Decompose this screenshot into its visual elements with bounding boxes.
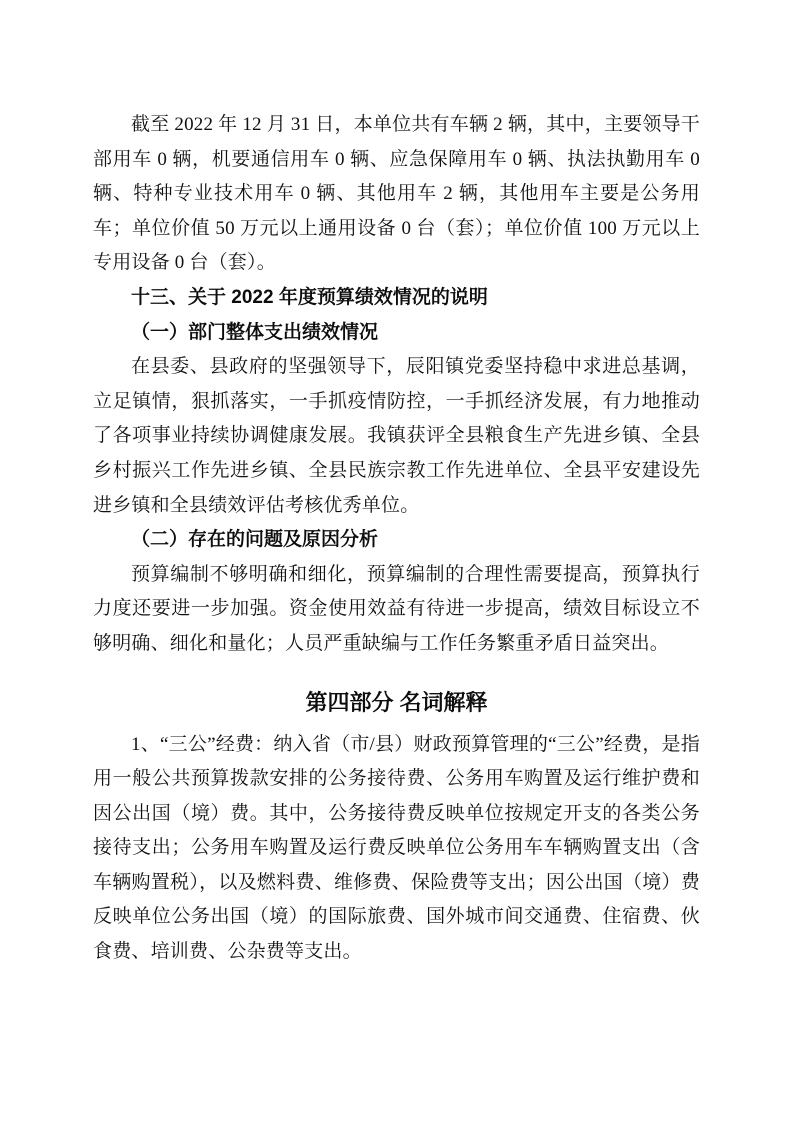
subsection-2-heading: （二）存在的问题及原因分析 xyxy=(131,529,379,551)
performance-overview-paragraph: 在县委、县政府的坚强领导下，辰阳镇党委坚持稳中求进总基调，立足镇情，狠抓落实，一手抓疫情防控，一手抓经济发展，有力地推动了各项事业持续协调健康发展。我镇获评全县粮食生产先进乡镇、全县乡村振兴工作先进乡镇、全县民族宗教工作先进单位、全县平安建设先进乡镇和全县绩效评估考核优秀单位。 xyxy=(93,356,700,516)
vehicles-equipment-paragraph: 截至 2022 年 12 月 31 日，本单位共有车辆 2 辆，其中，主要领导干部用车 0 辆，机要通信用车 0 辆、应急保障用车 0 辆、执法执勤用车 0 辆、特种专业技术用车 0 辆、其他用车 2 辆，其他用车主要是公务用车；单位价值 50 万元以上通用设备 0 台（套）；单位价值 100 万元以上专用设备 0 台（套）。 xyxy=(93,114,700,274)
subsection-1-heading: （一）部门整体支出绩效情况 xyxy=(131,321,379,343)
term-sangong-paragraph: 1、“三公”经费：纳入省（市/县）财政预算管理的“三公”经费，是指用一般公共预算拨款安排的公务接待费、公务用车购置及运行维护费和因公出国（境）费。其中，公务接待费反映单位按规定开支的各类公务接待支出；公务用车购置及运行费反映单位公务用车车辆购置支出（含车辆购置税），以及燃料费、维修费、保险费等支出；因公出国（境）费反映单位公务出国（境）的国际旅费、国外城市间交通费、住宿费、伙食费、培训费、公杂费等支出。 xyxy=(93,733,700,963)
problems-analysis-paragraph: 预算编制不够明确和细化，预算编制的合理性需要提高，预算执行力度还要进一步加强。资金使用效益有待进一步提高，绩效目标设立不够明确、细化和量化；人员严重缺编与工作任务繁重矛盾日益突出。 xyxy=(93,563,700,654)
document-content xyxy=(93,108,700,970)
part-4-title: 第四部分 名词解释 xyxy=(305,689,488,715)
section-13-heading: 十三、关于 2022 年度预算绩效情况的说明 xyxy=(131,286,488,308)
